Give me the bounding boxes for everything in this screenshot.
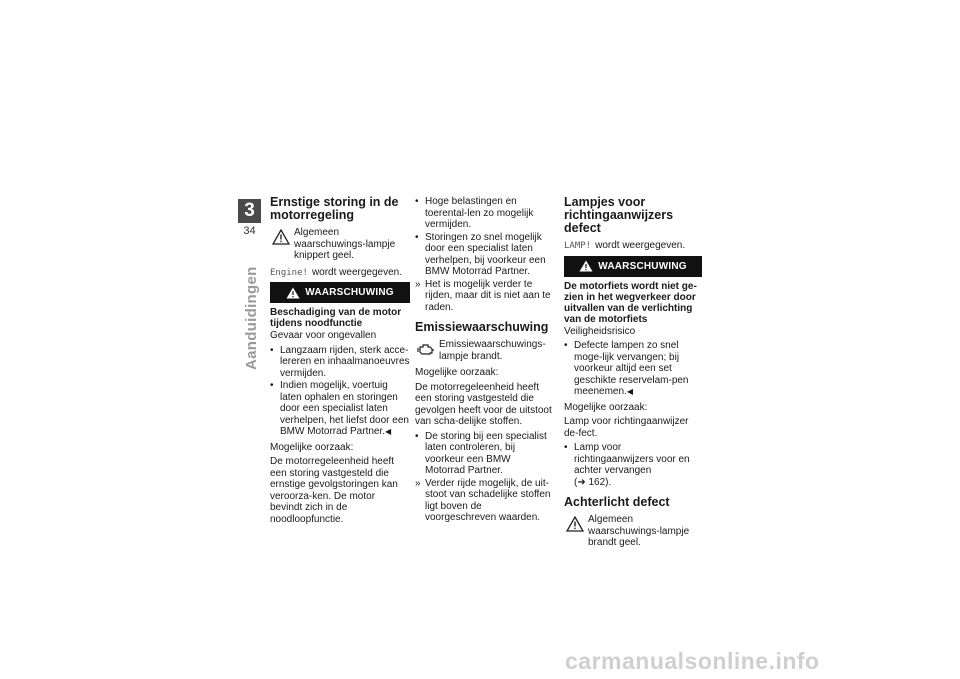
column-1 [270, 196, 410, 528]
watermark: carmanualsonline.info [565, 648, 820, 674]
display-line [564, 240, 702, 253]
display-line [270, 267, 410, 280]
display-text: wordt weergegeven. [311, 266, 402, 278]
cause-text: De motorregeleenheid heeft een storing vastgesteld die gevolgen heeft voor de uitstoot van scha-delijke stoffen. [415, 381, 552, 427]
display-code: Engine! [270, 267, 308, 278]
bullet-list [415, 196, 553, 313]
list-item-text: Defecte lampen zo snel moge-lijk vervangen; bij voorkeur altijd een set geschikte reservelam-pen meenemen. [574, 340, 689, 397]
warning-title: Beschadiging van de motor tijdens noodfunctie [270, 307, 402, 329]
heading-emission: Emissiewaarschuwing [415, 320, 549, 334]
list-item [270, 380, 410, 438]
display-text: wordt weergegeven. [595, 240, 686, 251]
list-item: • Hoge belastingen en toerental-len zo mogelijk vermijden. [415, 196, 553, 231]
list-item [564, 442, 702, 488]
list-item [564, 340, 702, 398]
indicator-text: Algemeen waarschuwings-lampje knippert geel. [294, 227, 396, 261]
page-reference: (➜ 162). [574, 476, 612, 488]
cause-text: Lamp voor richtingaanwijzer de-fect. [564, 416, 689, 439]
warning-triangle-icon [566, 516, 584, 532]
cause-label: Mogelijke oorzaak: [564, 401, 648, 413]
chapter-tab [238, 199, 261, 223]
page-number: 34 [243, 225, 256, 237]
indicator-text: Emissiewaarschuwings-lampje brandt. [439, 339, 546, 362]
warning-label: WAARSCHUWING [598, 260, 687, 272]
heading-turn-signal: Lampjes voor richtingaanwijzers defect [564, 195, 674, 235]
warning-triangle-icon [579, 260, 593, 272]
warning-banner [564, 256, 702, 277]
list-item-text: Indien mogelijk, voertuig laten ophalen en storingen door een specialist laten verhelpen, het liefst door een BMW Motorrad Partner. [280, 380, 409, 437]
indicator-row [270, 227, 410, 262]
cause-label: Mogelijke oorzaak: [415, 367, 499, 378]
indicator-row [564, 514, 702, 549]
action-item: » Verder rijde mogelijk, de uit-stoot van schadelijke stoffen ligt boven de voorgeschreven waarden. [415, 478, 553, 524]
bullet-list [564, 340, 702, 398]
engine-icon [417, 341, 435, 357]
bullet-list [564, 442, 702, 488]
indicator-row [415, 339, 553, 362]
heading-engine-fault: Ernstige storing in de motorregeling [270, 195, 399, 222]
chapter-number: 3 [244, 200, 255, 221]
bullet-list [415, 431, 553, 524]
warning-triangle-icon [286, 287, 300, 299]
action-item: » Het is mogelijk verder te rijden, maar dit is niet aan te raden. [415, 279, 553, 314]
end-marker-icon: ◀ [385, 427, 392, 436]
cause-label: Mogelijke oorzaak: [270, 441, 354, 453]
heading-tail-light: Achterlicht defect [564, 495, 670, 509]
end-marker-icon: ◀ [626, 387, 633, 396]
cause-text: De motorregeleenheid heeft een storing vastgesteld die ernstige gevolgstoringen kan veroorza-ken. De motor bevindt zich in de noodloopfunctie. [270, 456, 398, 525]
column-3 [564, 196, 702, 554]
warning-banner [270, 282, 410, 303]
bullet-list [270, 345, 410, 438]
display-code: LAMP! [564, 241, 592, 251]
warning-label: WAARSCHUWING [305, 287, 394, 298]
warning-subtitle: Gevaar voor ongevallen [270, 330, 377, 341]
warning-title: De motorfiets wordt niet ge-zien in het wegverkeer door uitvallen van de verlichting van de motorfiets [564, 280, 697, 325]
warning-subtitle: Veiligheidsrisico [564, 325, 636, 337]
list-item: • Langzaam rijden, sterk acce-lereren en inhaalmanoeuvres vermijden. [270, 345, 410, 380]
list-item: • Storingen zo snel mogelijk door een specialist laten verhelpen, bij voorkeur een BMW Motorrad Partner. [415, 232, 553, 278]
list-item-text: Lamp voor richtingaanwijzers voor en achter vervangen [574, 442, 690, 476]
warning-triangle-icon [272, 229, 290, 245]
section-label: Aanduidingen [243, 266, 260, 370]
indicator-text: Algemeen waarschuwings-lampje brandt geel. [588, 514, 690, 548]
column-2 [415, 196, 553, 528]
list-item: • De storing bij een specialist laten controleren, bij voorkeur een BMW Motorrad Partner. [415, 431, 553, 477]
